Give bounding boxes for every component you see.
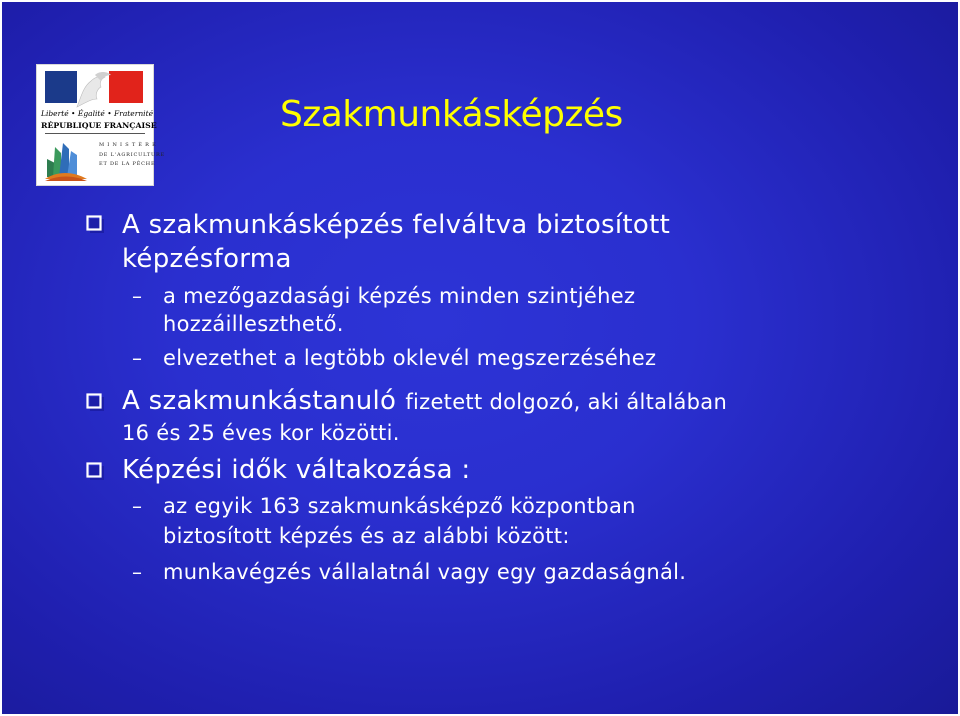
logo-ministry-text <box>99 141 166 170</box>
bullet-2-line-1 <box>122 386 727 416</box>
sub-3-1-line-2: biztosított képzés és az alábbi között: <box>163 524 570 548</box>
ministry-logo <box>36 64 166 186</box>
hollow-square-bullet-icon <box>86 215 106 235</box>
slide-title: Szakmunkásképzés <box>280 94 623 135</box>
sub-dash: – <box>132 346 142 370</box>
logo-republic: RÉPUBLIQUE FRANÇAISE <box>41 121 157 130</box>
bullet-1-line-2: képzésforma <box>122 244 292 274</box>
logo-motto: Liberté • Égalité • Fraternité <box>41 109 154 118</box>
sub-3-1-line-1: az egyik 163 szakmunkásképző központban <box>163 494 636 518</box>
sub-1-2-line-1: elvezethet a legtöbb oklevél megszerzéséhez <box>163 346 657 370</box>
sub-1-1-line-2: hozzáilleszthető. <box>163 312 344 336</box>
sub-1-1-line-1: a mezőgazdasági képzés minden szintjéhez <box>163 284 636 308</box>
ministry-emblem-icon <box>43 137 89 181</box>
sub-dash: – <box>132 284 142 308</box>
ministry-line: M I N I S T È R E <box>99 142 157 148</box>
hollow-square-bullet-icon <box>86 462 106 482</box>
bullet-1-line-1: A szakmunkásképzés felváltva biztosított <box>122 210 671 240</box>
sub-dash: – <box>132 560 142 584</box>
marianne-logo-icon <box>71 69 115 109</box>
bullet-2-lead: A szakmunkástanuló <box>122 386 397 416</box>
bullet-2-line-2: 16 és 25 éves kor közötti. <box>122 421 400 445</box>
sub-dash: – <box>132 494 142 518</box>
bullet-2-rest: fizetett dolgozó, aki általában <box>405 390 728 414</box>
hollow-square-bullet-icon <box>86 393 106 413</box>
ministry-line: ET DE LA PÊCHE <box>99 161 156 167</box>
logo-divider <box>45 133 145 134</box>
sub-3-2-line-1: munkavégzés vállalatnál vagy egy gazdaságnál. <box>163 560 687 584</box>
ministry-line: DE L'AGRICULTURE <box>99 151 166 158</box>
bullet-3-line-1: Képzési idők váltakozása : <box>122 455 471 485</box>
